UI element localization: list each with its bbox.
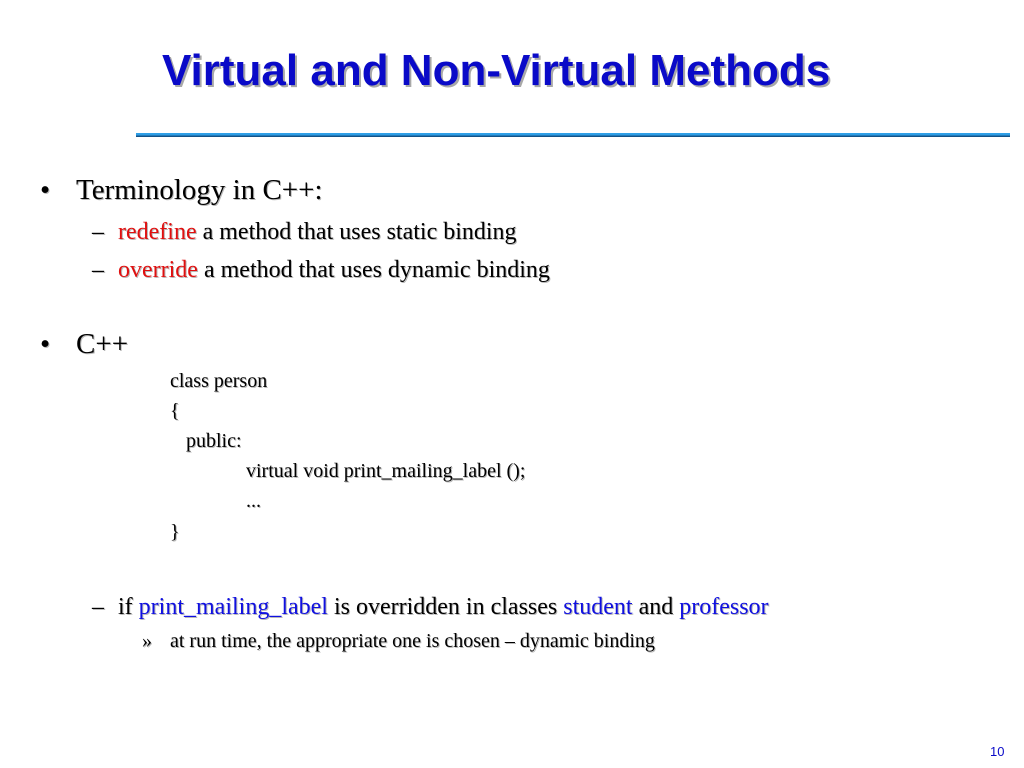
override-keyword: override xyxy=(118,257,198,283)
bullet-marker: • xyxy=(40,174,51,206)
override-line xyxy=(118,257,550,284)
class-student: student xyxy=(563,594,633,620)
if-word: if xyxy=(118,594,139,620)
dash-marker: – xyxy=(92,594,104,620)
page-number: 10 xyxy=(990,744,1005,759)
redefine-description: a method that uses static binding xyxy=(196,219,517,245)
cpp-heading: C++ xyxy=(76,328,129,360)
bullet-marker: • xyxy=(40,328,51,360)
code-line: { xyxy=(170,400,180,422)
override-description: a method that uses dynamic binding xyxy=(197,257,550,283)
code-line: ... xyxy=(246,490,261,512)
override-condition-line xyxy=(118,594,769,621)
dash-marker: – xyxy=(92,257,104,283)
raquo-marker: » xyxy=(142,630,152,652)
dash-marker: – xyxy=(92,219,104,245)
slide-title: Virtual and Non-Virtual Methods xyxy=(162,46,831,95)
and-word: and xyxy=(632,594,680,620)
redefine-line xyxy=(118,219,517,246)
code-line: public: xyxy=(186,430,242,452)
code-line: class person xyxy=(170,370,268,392)
terminology-heading: Terminology in C++: xyxy=(76,174,323,206)
redefine-keyword: redefine xyxy=(118,219,197,245)
code-line: virtual void print_mailing_label (); xyxy=(246,460,526,482)
dynamic-binding-note: at run time, the appropriate one is chosen – dynamic binding xyxy=(170,630,655,652)
override-clause: is overridden in classes xyxy=(327,594,564,620)
class-professor: professor xyxy=(679,594,769,620)
code-line: } xyxy=(170,521,180,543)
method-name: print_mailing_label xyxy=(138,594,328,620)
title-underline xyxy=(136,133,1010,137)
